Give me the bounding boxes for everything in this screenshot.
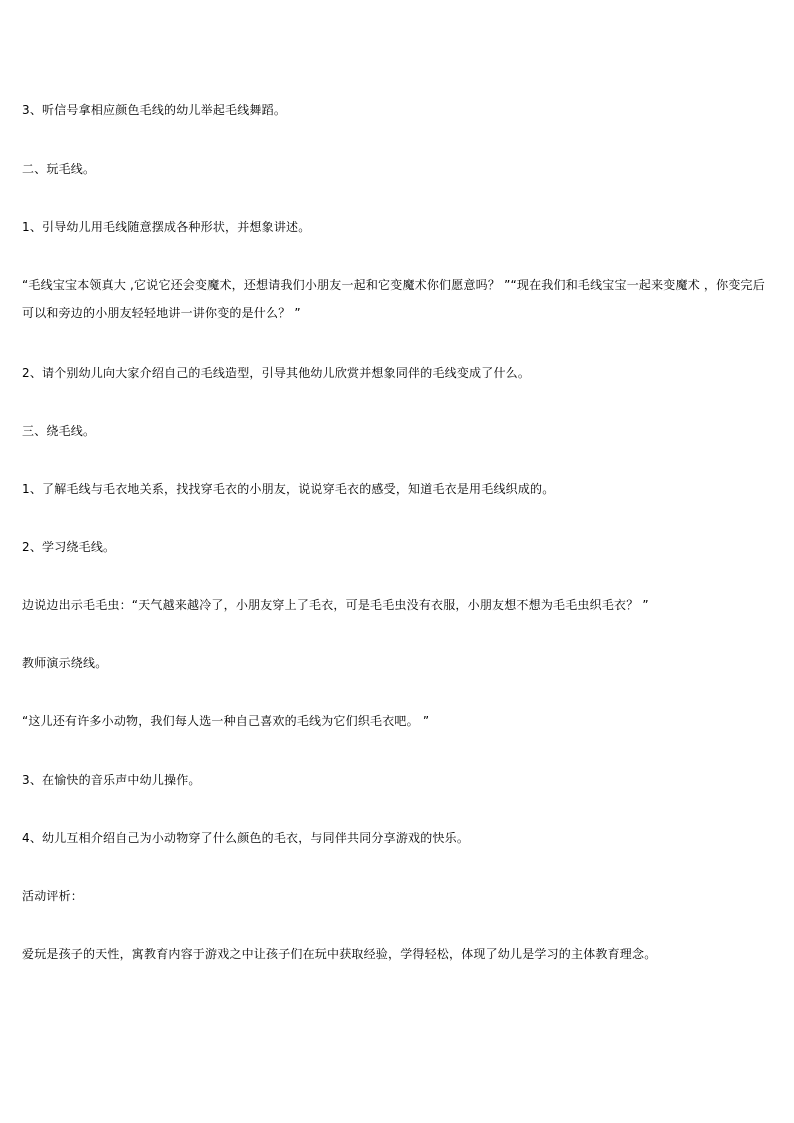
paragraph-evaluation-text: 爱玩是孩子的天性，寓教育内容于游戏之中让孩子们在玩中获取经验，学得轻松，体现了幼儿是学习的主体教育理念。 — [22, 947, 657, 961]
paragraph-step-4-share: 4、幼儿互相介绍自己为小动物穿了什么颜色的毛衣，与同伴共同分享游戏的快乐。 — [22, 831, 470, 845]
paragraph-step-1-sweater: 1、了解毛线与毛衣地关系，找找穿毛衣的小朋友，说说穿毛衣的感受，知道毛衣是用毛线织成的。 — [22, 482, 555, 496]
section-heading-evaluation: 活动评析： — [22, 889, 84, 903]
paragraph-caterpillar-quote: 边说边出示毛毛虫：“天气越来越冷了，小朋友穿上了毛衣，可是毛毛虫没有衣服，小朋友想不想为毛毛虫织毛衣？ ” — [22, 598, 649, 612]
paragraph-step-3-operate: 3、在愉快的音乐声中幼儿操作。 — [22, 773, 201, 787]
paragraph-step-3-dance: 3、听信号拿相应颜色毛线的幼儿举起毛线舞蹈。 — [22, 103, 287, 117]
paragraph-step-2-introduce: 2、请个别幼儿向大家介绍自己的毛线造型，引导其他幼儿欣赏并想象同伴的毛线变成了什么。 — [22, 366, 531, 380]
paragraph-magic-quote: “毛线宝宝本领真大 ,它说它还会变魔术，还想请我们小朋友一起和它变魔术你们愿意吗？ ”“现在我们和毛线宝宝一起来变魔术 ，你变完后可以和旁边的小朋友轻轻地讲一讲你变的是什么？ ” — [22, 278, 765, 320]
paragraph-teacher-demo: 教师演示绕线。 — [22, 656, 108, 670]
section-heading-play-yarn: 二、玩毛线。 — [22, 162, 96, 176]
paragraph-animals-quote: “这儿还有许多小动物，我们每人选一种自己喜欢的毛线为它们织毛衣吧。 ” — [22, 714, 430, 728]
section-heading-wind-yarn: 三、绕毛线。 — [22, 424, 96, 438]
paragraph-step-2-learn: 2、学习绕毛线。 — [22, 540, 116, 554]
paragraph-step-1-shapes: 1、引导幼儿用毛线随意摆成各种形状，并想象讲述。 — [22, 220, 311, 234]
